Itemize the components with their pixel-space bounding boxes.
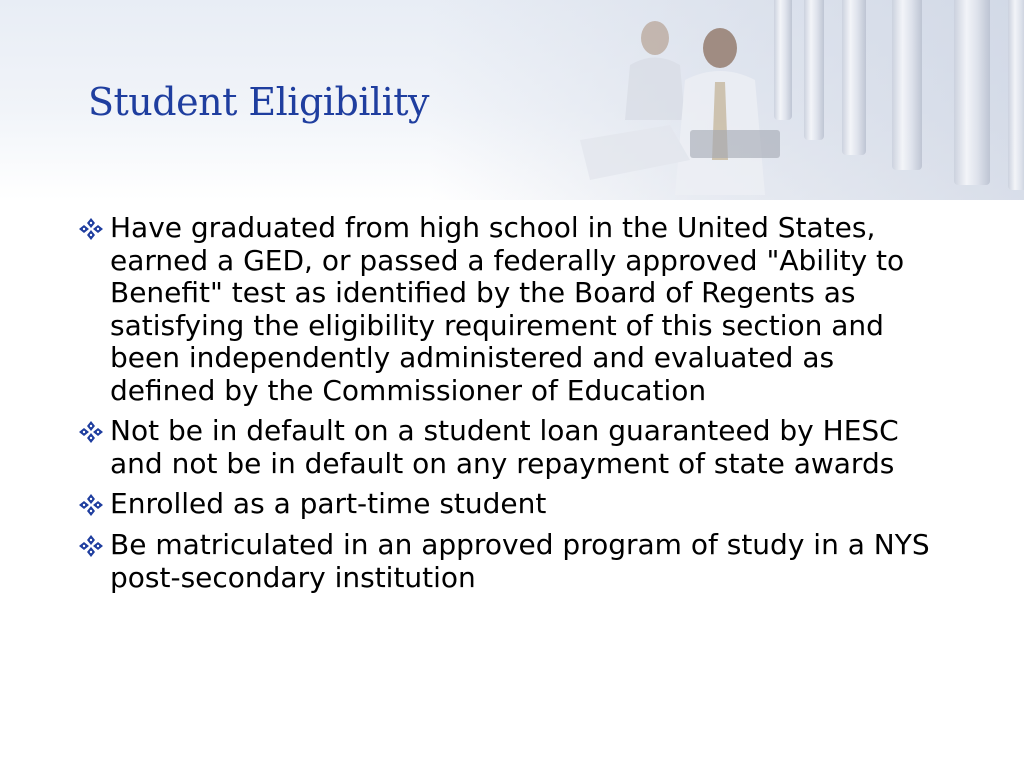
diamond-bullet-icon: [76, 488, 110, 521]
columns-decoration: [764, 0, 1024, 190]
list-item: [76, 212, 936, 407]
list-item: [76, 415, 936, 480]
bullet-text: Have graduated from high school in the United States, earned a GED, or passed a federally approved "Ability to Benefit" test as identified by the Board of Regents as satisfying the eligibility requirement of this section and been independently administered and evaluated as defined by the Commissioner of Education: [110, 211, 905, 407]
bullet-text: Not be in default on a student loan guaranteed by HESC and not be in default on any repayment of state awards: [110, 414, 899, 480]
list-item: [76, 529, 936, 594]
diamond-bullet-icon: [76, 212, 110, 245]
bullet-text: Enrolled as a part-time student: [110, 487, 547, 520]
list-item: [76, 488, 936, 521]
diamond-bullet-icon: [76, 529, 110, 562]
slide-title: Student Eligibility: [88, 80, 429, 124]
bullet-list: [76, 212, 936, 602]
bullet-text: Be matriculated in an approved program of study in a NYS post-secondary institution: [110, 528, 930, 594]
diamond-bullet-icon: [76, 415, 110, 448]
